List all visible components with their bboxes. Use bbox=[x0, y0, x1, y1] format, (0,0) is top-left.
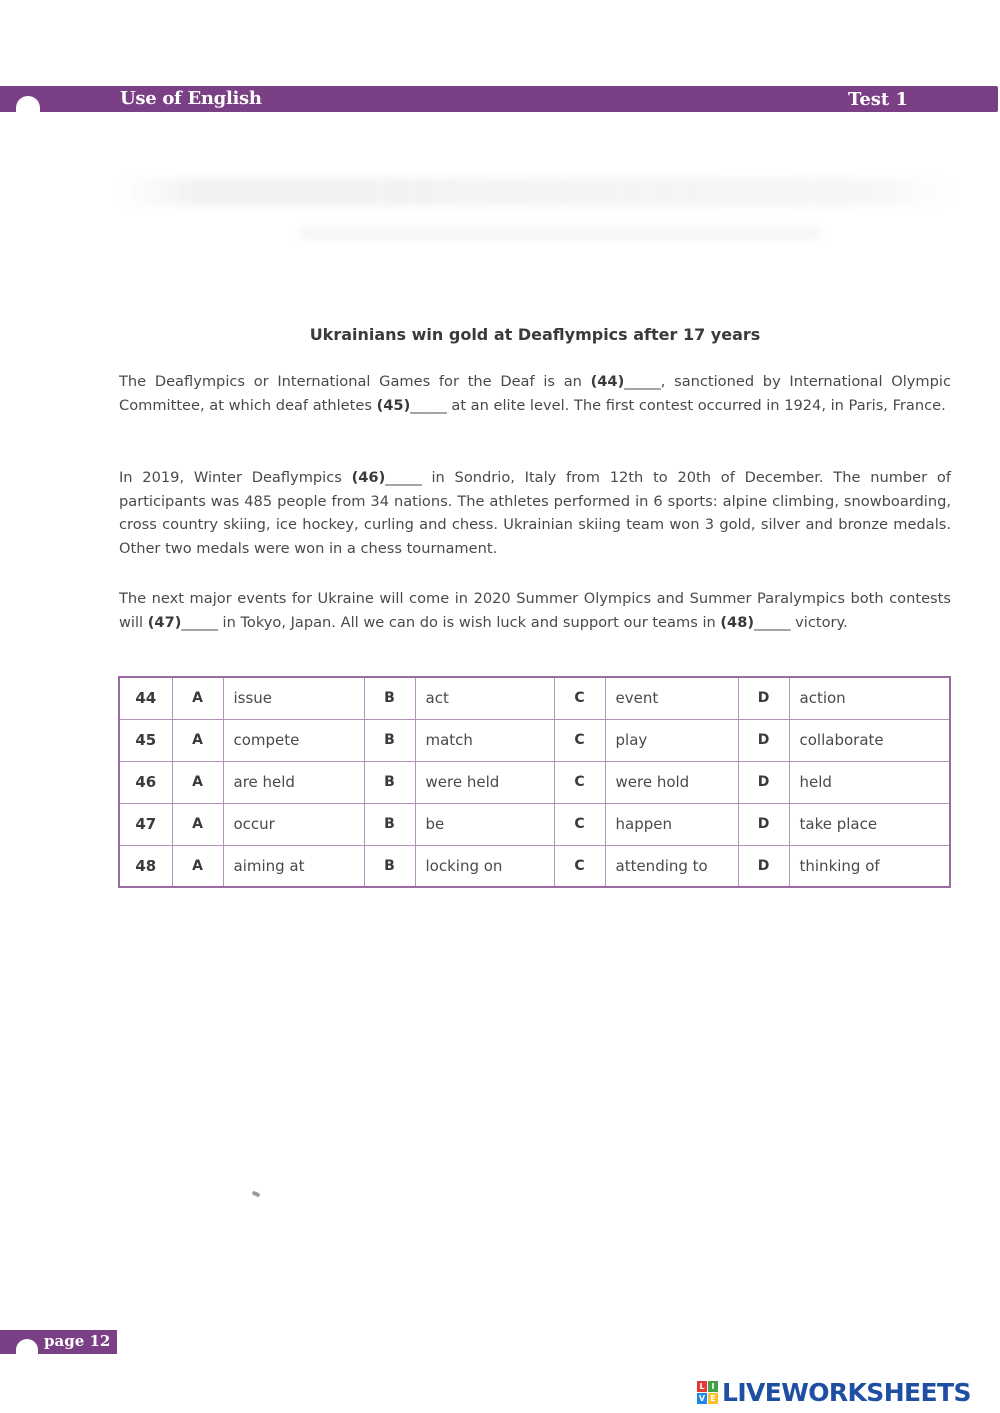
table-row bbox=[119, 845, 950, 887]
option-b[interactable]: were held bbox=[415, 761, 554, 803]
option-b[interactable]: match bbox=[415, 719, 554, 761]
option-letter-b: B bbox=[364, 719, 415, 761]
option-c[interactable]: play bbox=[605, 719, 738, 761]
gap-48-marker: (48) bbox=[720, 613, 755, 631]
paragraph-3-text-b: _____ in Tokyo, Japan. All we can do is wish luck and support our teams in bbox=[181, 613, 721, 631]
paragraph-2 bbox=[119, 466, 951, 560]
question-number: 48 bbox=[119, 845, 172, 887]
gap-47-marker: (47) bbox=[147, 613, 182, 631]
question-number: 44 bbox=[119, 677, 172, 719]
option-b[interactable]: be bbox=[415, 803, 554, 845]
option-letter-a: A bbox=[172, 761, 223, 803]
footer-tab-notch bbox=[16, 1339, 38, 1354]
option-letter-b: B bbox=[364, 845, 415, 887]
option-letter-c: C bbox=[554, 803, 605, 845]
option-a[interactable]: issue bbox=[223, 677, 364, 719]
option-c[interactable]: attending to bbox=[605, 845, 738, 887]
option-a[interactable]: occur bbox=[223, 803, 364, 845]
faded-show-through bbox=[120, 178, 950, 206]
option-a[interactable]: are held bbox=[223, 761, 364, 803]
option-letter-d: D bbox=[738, 845, 789, 887]
option-c[interactable]: happen bbox=[605, 803, 738, 845]
option-d[interactable]: held bbox=[789, 761, 950, 803]
option-letter-b: B bbox=[364, 803, 415, 845]
table-row bbox=[119, 761, 950, 803]
question-number: 46 bbox=[119, 761, 172, 803]
option-c[interactable]: were hold bbox=[605, 761, 738, 803]
paragraph-2-text-a: In 2019, Winter Deaflympics bbox=[119, 469, 352, 486]
section-title: Use of English bbox=[120, 88, 262, 109]
option-a[interactable]: compete bbox=[223, 719, 364, 761]
page-number: page 12 bbox=[44, 1332, 111, 1350]
option-letter-d: D bbox=[738, 677, 789, 719]
liveworksheets-text: LIVEWORKSHEETS bbox=[722, 1378, 971, 1407]
option-letter-c: C bbox=[554, 677, 605, 719]
paragraph-1-text-b: _____, sanctioned by International Olympic Committee, at which deaf athletes bbox=[119, 373, 951, 414]
option-d[interactable]: take place bbox=[789, 803, 950, 845]
option-letter-b: B bbox=[364, 677, 415, 719]
table-row bbox=[119, 677, 950, 719]
paragraph-3 bbox=[119, 587, 951, 634]
option-letter-c: C bbox=[554, 761, 605, 803]
option-letter-a: A bbox=[172, 719, 223, 761]
option-b[interactable]: locking on bbox=[415, 845, 554, 887]
answer-options-table bbox=[118, 676, 951, 888]
logo-letter-i: I bbox=[708, 1381, 718, 1392]
paragraph-1-text-c: _____ at an elite level. The first contest occurred in 1924, in Paris, France. bbox=[410, 396, 946, 414]
table-row bbox=[119, 803, 950, 845]
liveworksheets-watermark[interactable] bbox=[697, 1378, 997, 1408]
paragraph-3-text-c: _____ victory. bbox=[754, 613, 848, 631]
question-number: 47 bbox=[119, 803, 172, 845]
gap-45-marker: (45) bbox=[376, 396, 411, 414]
paragraph-3-text-a: The next major events for Ukraine will come in 2020 Summer Olympics and Summer Paralympics both contests will bbox=[119, 590, 951, 631]
scan-speck bbox=[252, 1190, 261, 1197]
article-title: Ukrainians win gold at Deaflympics after 17 years bbox=[309, 325, 761, 344]
gap-44-marker: (44) bbox=[590, 373, 625, 390]
option-letter-a: A bbox=[172, 803, 223, 845]
faded-show-through-2 bbox=[300, 228, 820, 240]
option-letter-d: D bbox=[738, 803, 789, 845]
paragraph-2-text-b: _____ in Sondrio, Italy from 12th to 20th of December. The number of participants was 485 people from 34 nations. The athletes performed in 6 sports: alpine climbing, snowboarding, cross country skiing, ice hockey, curling and chess. Ukrainian skiing team won 3 gold, silver and bronze medals. Other two medals were won in a chess tournament. bbox=[119, 469, 951, 557]
option-b[interactable]: act bbox=[415, 677, 554, 719]
option-letter-c: C bbox=[554, 845, 605, 887]
table-row bbox=[119, 719, 950, 761]
paragraph-1 bbox=[119, 370, 951, 417]
option-letter-d: D bbox=[738, 761, 789, 803]
test-label: Test 1 bbox=[848, 89, 909, 110]
gap-46-marker: (46) bbox=[351, 469, 386, 486]
question-number: 45 bbox=[119, 719, 172, 761]
option-d[interactable]: collaborate bbox=[789, 719, 950, 761]
option-letter-a: A bbox=[172, 677, 223, 719]
logo-letter-v: V bbox=[698, 1394, 706, 1403]
option-d[interactable]: action bbox=[789, 677, 950, 719]
logo-letter-e: E bbox=[708, 1393, 718, 1404]
option-letter-a: A bbox=[172, 845, 223, 887]
liveworksheets-logo-icon bbox=[697, 1381, 719, 1405]
option-letter-c: C bbox=[554, 719, 605, 761]
option-d[interactable]: thinking of bbox=[789, 845, 950, 887]
option-c[interactable]: event bbox=[605, 677, 738, 719]
paragraph-1-text-a: The Deaflympics or International Games for the Deaf is an bbox=[119, 373, 591, 390]
option-a[interactable]: aiming at bbox=[223, 845, 364, 887]
option-letter-b: B bbox=[364, 761, 415, 803]
option-letter-d: D bbox=[738, 719, 789, 761]
logo-letter-l: L bbox=[697, 1381, 707, 1392]
